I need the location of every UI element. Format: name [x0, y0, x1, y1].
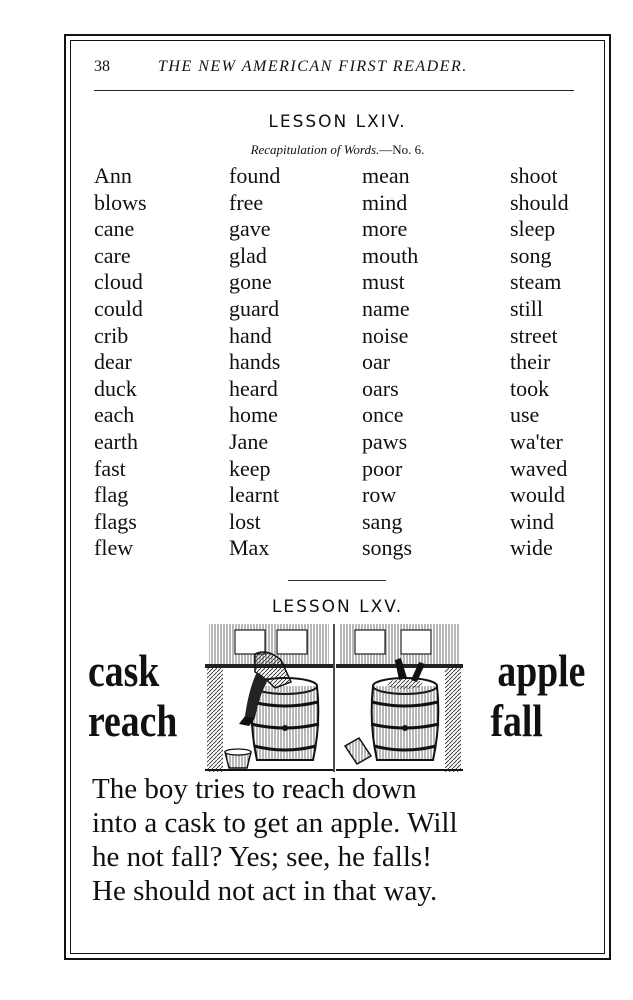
word: gave: [229, 216, 271, 242]
word: keep: [229, 455, 271, 481]
word: flag: [94, 482, 129, 508]
word: mouth: [362, 242, 419, 268]
word: fast: [94, 455, 126, 481]
word: songs: [362, 535, 413, 561]
word: glad: [229, 242, 267, 268]
word: must: [362, 269, 405, 295]
word: Jane: [229, 429, 269, 454]
word: home: [229, 402, 278, 428]
page-header: [94, 58, 574, 82]
word: guard: [229, 296, 280, 321]
word: waved: [510, 455, 568, 481]
word: crib: [94, 322, 129, 348]
story-line: The boy tries to reach down: [92, 773, 417, 805]
word: once: [362, 402, 404, 428]
word: blows: [94, 189, 147, 215]
word: Max: [229, 535, 270, 561]
story-line: into a cask to get an apple. Will: [92, 807, 458, 839]
boy-and-cask-illustration: [205, 624, 463, 772]
word: earth: [94, 429, 138, 454]
word: found: [229, 163, 281, 188]
vocab-word-left-1: cask: [88, 645, 160, 696]
word: flags: [94, 508, 137, 534]
story-line: He should not act in that way.: [92, 875, 438, 907]
word: sleep: [510, 216, 556, 242]
vocab-word-left-2: reach: [88, 695, 178, 746]
vocab-word-right-2: fall: [490, 695, 543, 746]
lesson-64-title: LESSON LXIV.: [268, 112, 407, 132]
lesson-64-subtitle: [70, 142, 605, 158]
word: shoot: [510, 163, 558, 188]
word: wind: [510, 508, 554, 534]
word: Ann: [94, 163, 132, 188]
story-text: [92, 772, 592, 908]
word: free: [229, 189, 264, 215]
word: name: [362, 296, 410, 321]
word: noise: [362, 322, 409, 348]
word: row: [362, 482, 397, 508]
word: more: [362, 216, 408, 242]
word: duck: [94, 375, 137, 401]
word: dear: [94, 349, 132, 375]
header-rule: [94, 90, 574, 91]
word: care: [94, 242, 131, 268]
word: mean: [362, 163, 410, 188]
vocab-word-right-1: apple: [496, 645, 585, 696]
word: steam: [510, 269, 562, 295]
word: mind: [362, 189, 408, 215]
running-title: THE NEW AMERICAN FIRST READER.: [158, 58, 468, 75]
word: cloud: [94, 269, 143, 295]
story-line: he not fall? Yes; see, he falls!: [92, 841, 432, 873]
word: wa'ter: [510, 429, 563, 454]
subtitle-number: —No. 6.: [379, 142, 425, 157]
word: should: [510, 189, 569, 215]
word: took: [510, 375, 550, 401]
word: lost: [229, 508, 261, 534]
word: heard: [229, 375, 278, 401]
word: hands: [229, 349, 281, 375]
right-panel-scene: [336, 624, 463, 772]
word: hand: [229, 322, 272, 348]
word: song: [510, 242, 552, 268]
subtitle-italic: Recapitulation of Words.: [250, 142, 380, 157]
word: use: [510, 402, 540, 428]
word: their: [510, 349, 551, 375]
word: could: [94, 296, 143, 321]
word: learnt: [229, 482, 280, 508]
word: still: [510, 296, 544, 321]
word: paws: [362, 429, 408, 454]
left-panel-scene: [205, 624, 333, 772]
word: sang: [362, 508, 403, 534]
word: oar: [362, 349, 391, 375]
page-number: 38: [94, 58, 110, 75]
word: street: [510, 322, 558, 348]
word: gone: [229, 269, 272, 295]
section-divider: [288, 580, 386, 581]
word: flew: [94, 535, 134, 561]
lesson-65-title: LESSON LXV.: [271, 597, 404, 617]
word: cane: [94, 216, 135, 242]
word: would: [510, 482, 565, 508]
word: poor: [362, 455, 403, 481]
word: each: [94, 402, 135, 428]
word: wide: [510, 535, 553, 561]
word: oars: [362, 375, 399, 401]
